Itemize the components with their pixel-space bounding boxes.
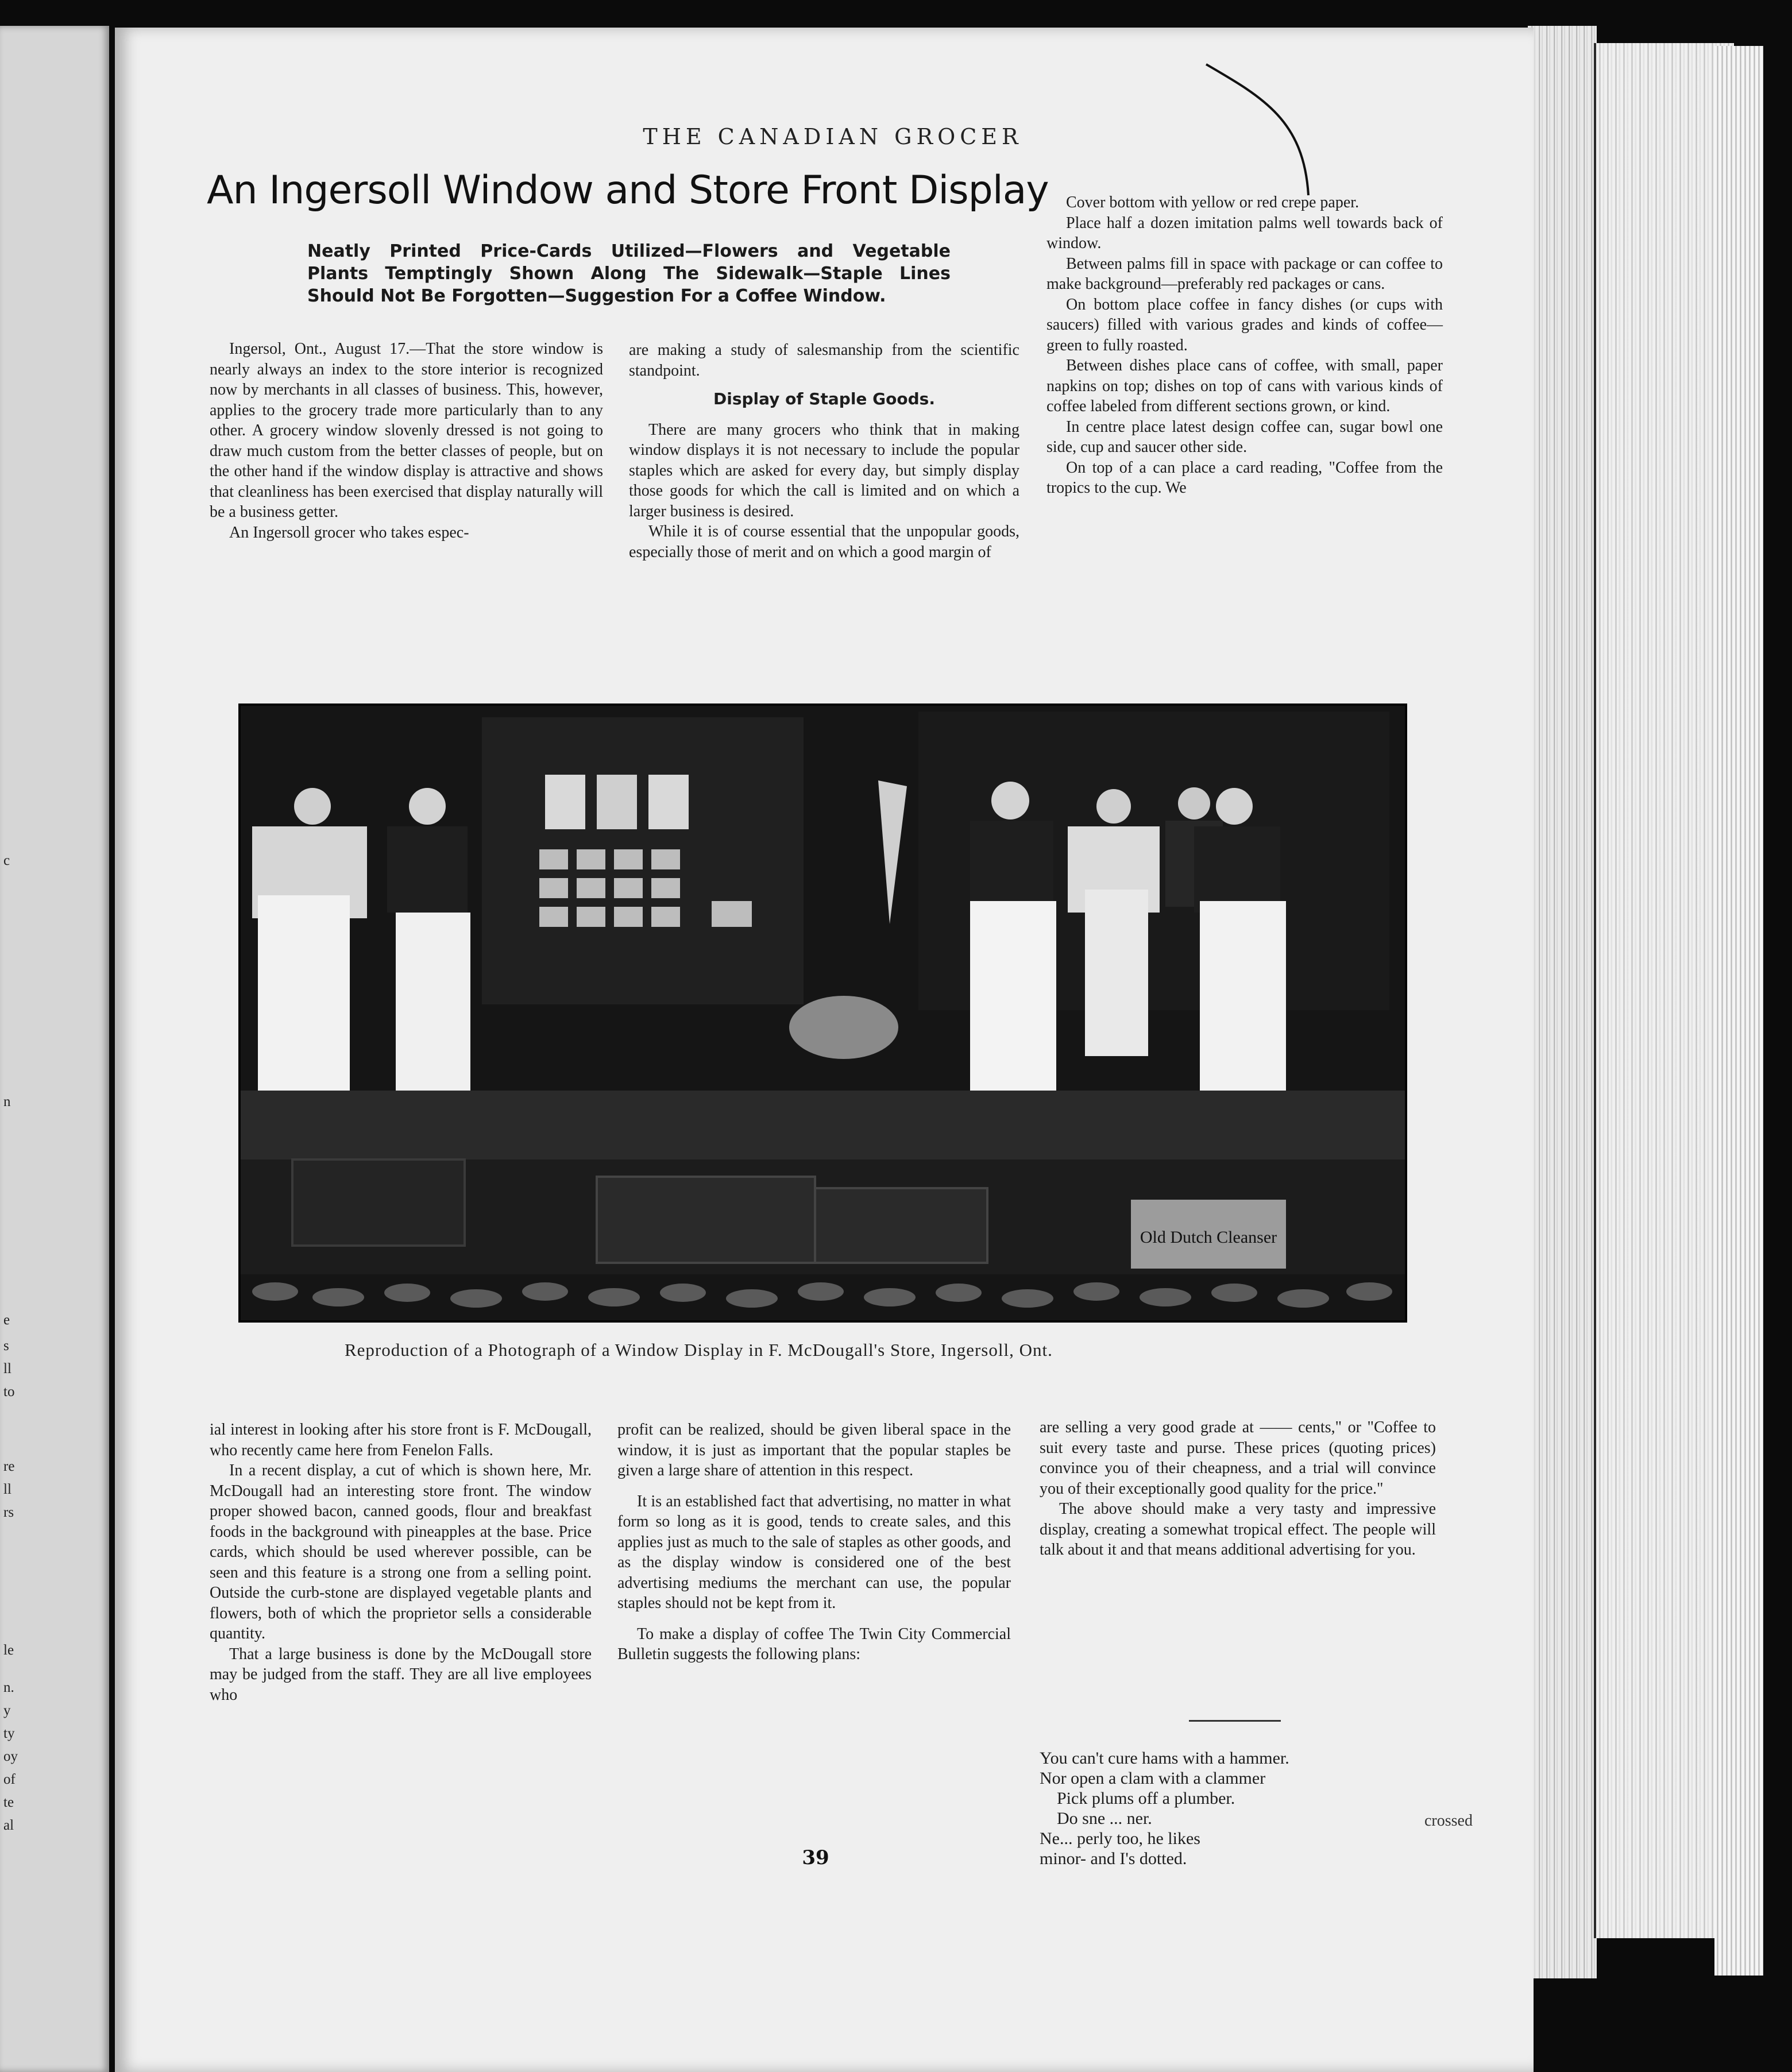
- text-column-4: [210, 1420, 592, 1705]
- far-page-edge: [1714, 46, 1763, 1976]
- left-page-fragment: ll: [3, 1482, 11, 1497]
- left-page-fragment: y: [3, 1703, 11, 1718]
- text-column-5: [617, 1420, 1011, 1665]
- box-label: Old Dutch Cleanser: [1140, 1228, 1277, 1247]
- paragraph: On bottom place coffee in fancy dishes (or cups with saucers) filled with various grades and kinds of coffee—green to fully roasted.: [1046, 295, 1443, 354]
- text-column-6: [1040, 1417, 1436, 1560]
- paragraph: In a recent display, a cut of which is shown here, Mr. McDougall had an interesting store front. The window proper showed bacon, canned goods, flour and breakfast foods in the background with pineapples at the base. Price cards, which should be used wherever possible, can be seen and this feature is a strong one from a selling point. Outside the curb-stone are displayed vegetable plants and flowers, both of which the proprietor sells a considerable quantity.: [210, 1462, 592, 1642]
- paragraph: Between dishes place cans of coffee, with small, paper napkins on top; dishes on top of cans with various kinds of coffee labeled from different sections grown, or kind.: [1046, 357, 1443, 415]
- left-page-fragment: te: [3, 1795, 14, 1810]
- page-number: 39: [802, 1846, 829, 1869]
- text-column-1: [210, 339, 603, 543]
- verse-line: Ne... perly too, he likes: [1040, 1829, 1200, 1848]
- paragraph: It is an established fact that advertising, no matter in what form so long as it is good, tends to create sales, and this applies just as much to the sale of staples as other goods, and as the display window is considered one of the best advertising mediums the merchant can use, the popular staples should not be kept from it.: [617, 1492, 1011, 1612]
- verse-line: Nor open a clam with a clammer: [1040, 1769, 1266, 1788]
- paragraph: Cover bottom with yellow or red crepe paper.: [1066, 194, 1360, 211]
- verse-line: Do sne ... ner.: [1057, 1809, 1152, 1828]
- section-subhead: Display of Staple Goods.: [713, 389, 935, 408]
- paragraph: To make a display of coffee The Twin City Commercial Bulletin suggests the following plans:: [617, 1625, 1011, 1663]
- paragraph: That a large business is done by the McDougall store may be judged from the staff. They are all live employees who: [210, 1645, 592, 1704]
- left-page-fragment: le: [3, 1642, 14, 1658]
- article-headline: An Ingersoll Window and Store Front Display: [207, 168, 1049, 213]
- photo-caption: Reproduction of a Photograph of a Window Display in F. McDougall's Store, Ingersoll, Ont.: [345, 1340, 1053, 1360]
- paragraph: An Ingersoll grocer who takes espec-: [229, 523, 469, 542]
- photo-illustration: [241, 706, 1405, 1320]
- verse-line: Pick plums off a plumber.: [1057, 1789, 1235, 1808]
- left-facing-page: [0, 26, 109, 2072]
- paragraph: There are many grocers who think that in making window displays it is not necessary to include the popular staples which are asked for every day, but simply display those goods for which the call is limited and on which a larger business is desired.: [629, 420, 1019, 520]
- left-page-fragment: e: [3, 1312, 10, 1328]
- paragraph: are selling a very good grade at —— cents," or "Coffee to suit every taste and purse. These prices (quoting prices) convince you of their cheapness, and a trial will convince you of their exceptionally good quality for the price.": [1040, 1418, 1436, 1498]
- paragraph: While it is of course essential that the unpopular goods, especially those of merit and on which a good margin of: [629, 523, 1019, 561]
- paragraph: profit can be realized, should be given liberal space in the window, it is just as important that the popular staples be given a large share of attention in this respect.: [617, 1421, 1011, 1479]
- book-page-stack: [1594, 43, 1734, 1938]
- paragraph: Ingersol, Ont., August 17.—That the store window is nearly always an index to the store interior is recognized now by merchants in all classes of business. This, however, applies to the grocery trade more particularly than to any other. A grocery window slovenly dressed is not going to draw much custom from the better classes of people, but on the other hand if the window display is attractive and shows that cleanliness has been exercised that display naturally will be a business getter.: [210, 340, 603, 521]
- left-page-fragment: rs: [3, 1505, 14, 1520]
- left-page-fragment: n: [3, 1094, 11, 1110]
- filler-verse: [1040, 1748, 1499, 1869]
- left-page-fragment: al: [3, 1818, 14, 1833]
- paragraph: ial interest in looking after his store front is F. McDougall, who recently came here from Fenelon Falls.: [210, 1421, 592, 1459]
- left-page-fragment: ty: [3, 1726, 15, 1741]
- text-column-2: [629, 340, 1019, 562]
- book-page-edge: [1528, 26, 1597, 1978]
- paragraph: Between palms fill in space with package or can coffee to make background—preferably red packages or cans.: [1046, 254, 1443, 293]
- section-rule: [1189, 1720, 1281, 1722]
- paragraph: are making a study of salesmanship from the scientific standpoint.: [629, 341, 1019, 380]
- paragraph: On top of a can place a card reading, "Coffee from the tropics to the cup. We: [1046, 458, 1443, 497]
- text-column-3: [1046, 192, 1443, 498]
- running-head: THE CANADIAN GROCER: [643, 124, 1023, 149]
- left-page-fragment: of: [3, 1772, 16, 1787]
- verse-line: minor- and I's dotted.: [1040, 1849, 1187, 1868]
- left-page-fragment: to: [3, 1384, 15, 1400]
- left-page-fragment: ll: [3, 1361, 11, 1377]
- stray-fragment: crossed: [1424, 1812, 1473, 1830]
- left-page-fragment: s: [3, 1338, 9, 1354]
- paragraph: The above should make a very tasty and impressive display, creating a somewhat tropical effect. The people will talk about it and that means additional advertising for you.: [1040, 1500, 1436, 1559]
- left-page-fragment: c: [3, 853, 10, 868]
- paragraph: In centre place latest design coffee can, sugar bowl one side, cup and saucer other side.: [1046, 418, 1443, 456]
- left-page-fragment: re: [3, 1459, 15, 1474]
- verse-line: You can't cure hams with a hammer.: [1040, 1749, 1289, 1768]
- store-front-photograph: [238, 703, 1407, 1323]
- left-page-fragment: n.: [3, 1680, 14, 1695]
- left-page-fragment: oy: [3, 1749, 18, 1764]
- pen-scribble: [1195, 57, 1333, 207]
- article-deck: Neatly Printed Price-Cards Utilized—Flowers and Vegetable Plants Temptingly Shown Along The Sidewalk—Staple Lines Should Not Be Forgotten—Suggestion For a Coffee Window.: [307, 241, 951, 306]
- paragraph: Place half a dozen imitation palms well towards back of window.: [1046, 214, 1443, 252]
